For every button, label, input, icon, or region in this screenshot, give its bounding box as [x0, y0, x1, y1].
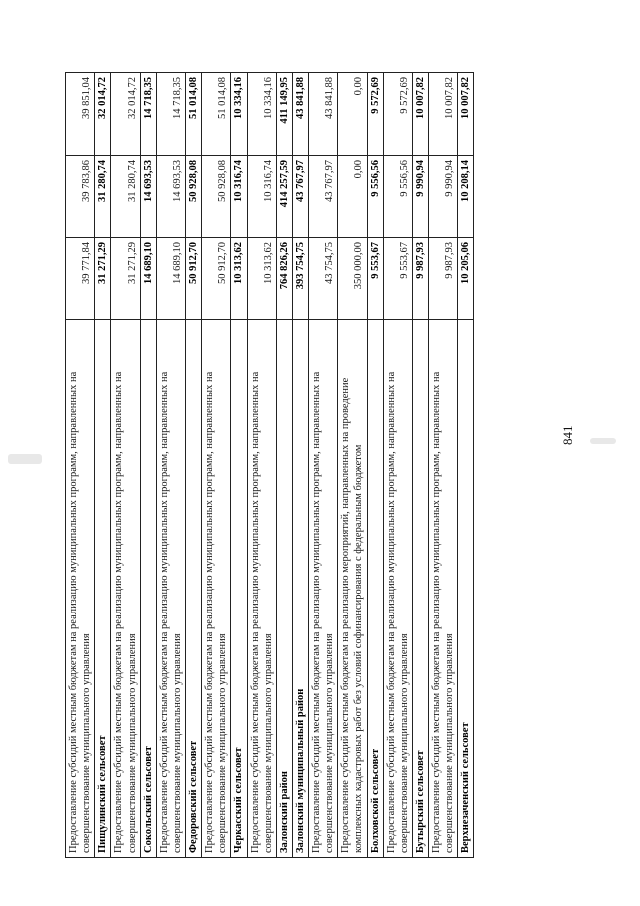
table-row — [156, 73, 185, 858]
row-value-cell: 10 334,16 — [231, 73, 247, 156]
table-row-subtotal — [231, 73, 247, 858]
row-name-cell: Верхнезаченский сельсовет — [458, 320, 474, 858]
table-row-subtotal — [412, 73, 428, 858]
row-value-cell: 31 280,74 — [111, 156, 140, 238]
row-value-cell: 50 928,08 — [186, 156, 202, 238]
row-value-cell: 43 767,97 — [292, 156, 308, 238]
row-value-cell: 414 257,59 — [276, 156, 292, 238]
row-value-cell: 0,00 — [338, 156, 367, 238]
row-value-cell: 9 990,94 — [429, 156, 458, 238]
row-value-cell: 10 316,74 — [231, 156, 247, 238]
row-value-cell: 14 689,10 — [156, 238, 185, 320]
row-value-cell: 411 149,95 — [276, 73, 292, 156]
row-value-cell: 10 313,62 — [231, 238, 247, 320]
row-value-cell: 32 014,72 — [95, 73, 111, 156]
table-row-subtotal — [367, 73, 383, 858]
row-value-cell: 10 007,82 — [412, 73, 428, 156]
rotated-page-content — [65, 73, 474, 858]
row-name-cell: Залонский муниципальный район — [292, 320, 308, 858]
row-value-cell: 9 987,93 — [412, 238, 428, 320]
row-value-cell: 10 316,74 — [247, 156, 276, 238]
row-value-cell: 9 572,69 — [367, 73, 383, 156]
row-value-cell: 10 007,82 — [458, 73, 474, 156]
row-value-cell: 14 718,35 — [140, 73, 156, 156]
table-row-subtotal — [140, 73, 156, 858]
row-value-cell: 10 208,14 — [458, 156, 474, 238]
row-value-cell: 14 693,53 — [156, 156, 185, 238]
scan-artifact — [590, 438, 616, 444]
row-name-cell: Предоставление субсидий местным бюджетам на реализацию муниципальных программ, направленных на совершенствование муниципального управления — [309, 320, 338, 858]
table-row — [383, 73, 412, 858]
table-row — [429, 73, 458, 858]
row-value-cell: 51 014,08 — [186, 73, 202, 156]
table-row — [202, 73, 231, 858]
row-value-cell: 43 767,97 — [309, 156, 338, 238]
row-name-cell: Болховской сельсовет — [367, 320, 383, 858]
row-value-cell: 50 912,70 — [186, 238, 202, 320]
row-name-cell: Федоровский сельсовет — [186, 320, 202, 858]
row-name-cell: Предоставление субсидий местным бюджетам на реализацию муниципальных программ, направленных на совершенствование муниципального управления — [66, 320, 95, 858]
scan-artifact — [8, 454, 42, 464]
row-value-cell: 14 689,10 — [140, 238, 156, 320]
row-name-cell: Бутырский сельсовет — [412, 320, 428, 858]
budget-subsidies-table — [65, 72, 474, 858]
page-number: 841 — [560, 425, 575, 445]
row-value-cell: 764 826,26 — [276, 238, 292, 320]
row-name-cell: Предоставление субсидий местным бюджетам на реализацию муниципальных программ, направленных на совершенствование муниципального управления — [202, 320, 231, 858]
row-name-cell: Черкасский сельсовет — [231, 320, 247, 858]
row-value-cell: 10 205,06 — [458, 238, 474, 320]
row-value-cell: 31 271,29 — [111, 238, 140, 320]
row-value-cell: 43 841,88 — [309, 73, 338, 156]
row-value-cell: 9 572,69 — [383, 73, 412, 156]
row-value-cell: 39 783,86 — [66, 156, 95, 238]
row-value-cell: 350 000,00 — [338, 238, 367, 320]
row-value-cell: 32 014,72 — [111, 73, 140, 156]
row-value-cell: 31 280,74 — [95, 156, 111, 238]
row-value-cell: 9 553,67 — [367, 238, 383, 320]
table-row — [338, 73, 367, 858]
row-value-cell: 50 912,70 — [202, 238, 231, 320]
table-row-subtotal — [292, 73, 308, 858]
row-value-cell: 10 334,16 — [247, 73, 276, 156]
row-name-cell: Предоставление субсидий местным бюджетам на реализацию муниципальных программ, направленных на совершенствование муниципального управления — [247, 320, 276, 858]
row-value-cell: 39 851,04 — [66, 73, 95, 156]
row-value-cell: 14 718,35 — [156, 73, 185, 156]
row-name-cell: Предоставление субсидий местным бюджетам на реализацию муниципальных программ, направленных на совершенствование муниципального управления — [111, 320, 140, 858]
table-row — [66, 73, 95, 858]
row-name-cell: Предоставление субсидий местным бюджетам на реализацию мероприятий, направленных на проведение комплексных кадастровых работ без условий софинансирования с федеральным бюджетом — [338, 320, 367, 858]
row-name-cell: Сокольский сельсовет — [140, 320, 156, 858]
row-value-cell: 393 754,75 — [292, 238, 308, 320]
row-value-cell: 9 553,67 — [383, 238, 412, 320]
row-value-cell: 0,00 — [338, 73, 367, 156]
row-value-cell: 10 313,62 — [247, 238, 276, 320]
row-value-cell: 14 693,53 — [140, 156, 156, 238]
table-row-subtotal — [458, 73, 474, 858]
row-value-cell: 9 987,93 — [429, 238, 458, 320]
row-value-cell: 9 990,94 — [412, 156, 428, 238]
row-name-cell: Залонский район — [276, 320, 292, 858]
row-name-cell: Предоставление субсидий местным бюджетам на реализацию муниципальных программ, направленных на совершенствование муниципального управления — [156, 320, 185, 858]
row-value-cell: 10 007,82 — [429, 73, 458, 156]
row-value-cell: 43 841,88 — [292, 73, 308, 156]
table-row — [247, 73, 276, 858]
row-value-cell: 39 771,84 — [66, 238, 95, 320]
table-row — [309, 73, 338, 858]
row-name-cell: Предоставление субсидий местным бюджетам на реализацию муниципальных программ, направленных на совершенствование муниципального управления — [383, 320, 412, 858]
table-row-subtotal — [95, 73, 111, 858]
row-value-cell: 51 014,08 — [202, 73, 231, 156]
row-value-cell: 9 556,56 — [367, 156, 383, 238]
row-name-cell: Предоставление субсидий местным бюджетам на реализацию муниципальных программ, направленных на совершенствование муниципального управления — [429, 320, 458, 858]
table-row-subtotal — [276, 73, 292, 858]
row-name-cell: Пищулинский сельсовет — [95, 320, 111, 858]
table-row — [111, 73, 140, 858]
row-value-cell: 9 556,56 — [383, 156, 412, 238]
row-value-cell: 50 928,08 — [202, 156, 231, 238]
row-value-cell: 31 271,29 — [95, 238, 111, 320]
row-value-cell: 43 754,75 — [309, 238, 338, 320]
table-row-subtotal — [186, 73, 202, 858]
table-body — [66, 73, 474, 858]
